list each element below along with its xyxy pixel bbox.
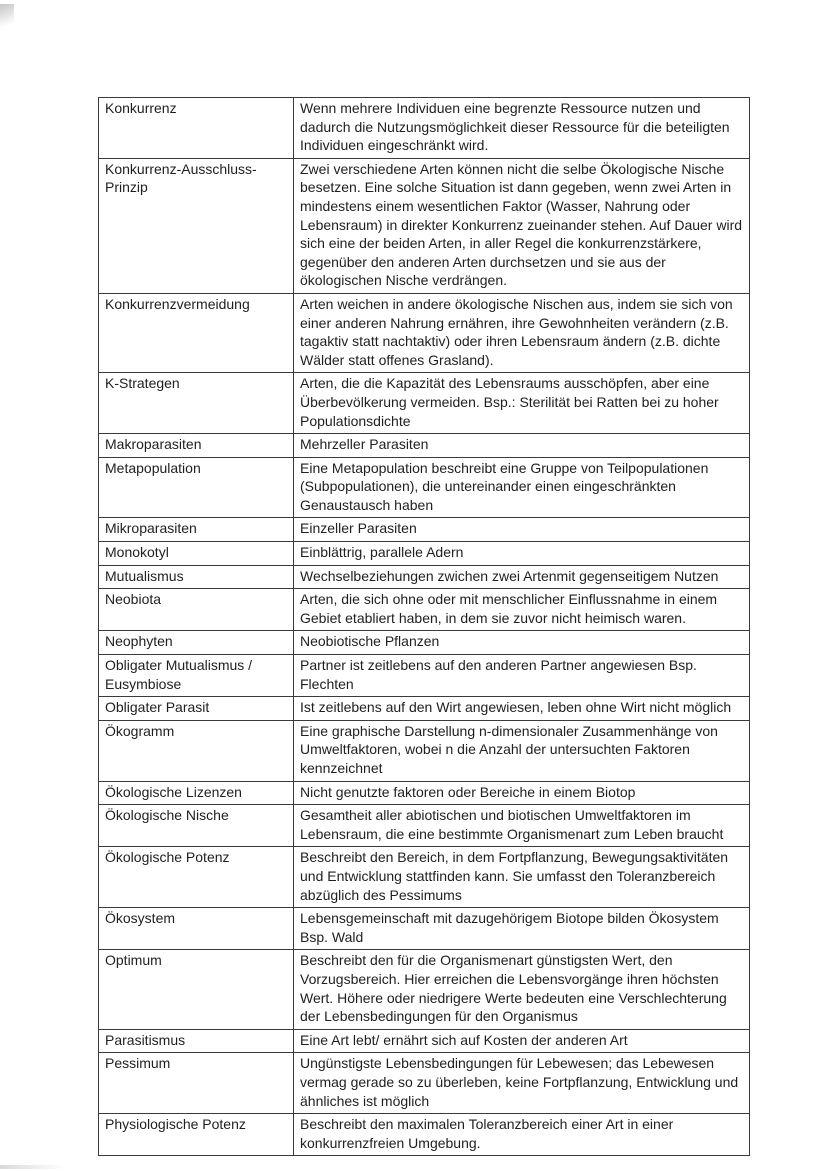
term-cell: Konkurrenz bbox=[99, 98, 294, 159]
term-cell: Mikroparasiten bbox=[99, 518, 294, 542]
table-row bbox=[99, 781, 750, 805]
term-cell: Pessimum bbox=[99, 1053, 294, 1114]
scan-artifact-top-left bbox=[0, 4, 14, 34]
definition-cell: Lebensgemeinschaft mit dazugehörigem Biotope bilden Ökosystem Bsp. Wald bbox=[294, 908, 750, 950]
table-row bbox=[99, 542, 750, 566]
definition-cell: Eine Art lebt/ ernährt sich auf Kosten der anderen Art bbox=[294, 1029, 750, 1053]
term-cell: Ökologische Lizenzen bbox=[99, 781, 294, 805]
table-row bbox=[99, 720, 750, 781]
definition-cell: Arten weichen in andere ökologische Nischen aus, indem sie sich von einer anderen Nahrung ernähren, ihre Gewohnheiten verändern (z.B. tagaktiv statt nachtaktiv) oder ihren Lebensraum ändern (z.B. dichte Wälder statt offenes Grasland). bbox=[294, 293, 750, 372]
definition-cell: Arten, die die Kapazität des Lebensraums ausschöpfen, aber eine Überbevölkerung vermeiden. Bsp.: Sterilität bei Ratten bei zu hoher Populationsdichte bbox=[294, 373, 750, 434]
table-row bbox=[99, 1114, 750, 1156]
table-row bbox=[99, 847, 750, 908]
term-cell: Neobiota bbox=[99, 589, 294, 631]
definition-cell: Ist zeitlebens auf den Wirt angewiesen, leben ohne Wirt nicht möglich bbox=[294, 697, 750, 721]
definition-cell: Arten, die sich ohne oder mit menschlicher Einflussnahme in einem Gebiet etabliert haben, in dem sie zuvor nicht heimisch waren. bbox=[294, 589, 750, 631]
table-row bbox=[99, 98, 750, 159]
definition-cell: Neobiotische Pflanzen bbox=[294, 631, 750, 655]
table-row bbox=[99, 655, 750, 697]
table-row bbox=[99, 631, 750, 655]
definition-cell: Nicht genutzte faktoren oder Bereiche in einem Biotop bbox=[294, 781, 750, 805]
table-row bbox=[99, 373, 750, 434]
term-cell: Obligater Mutualismus / Eusymbiose bbox=[99, 655, 294, 697]
definition-cell: Zwei verschiedene Arten können nicht die selbe Ökologische Nische besetzen. Eine solche Situation ist dann gegeben, wenn zwei Arten in mindestens einem wesentlichen Faktor (Wasser, Nahrung oder Lebensraum) in direkter Konkurrenz zueinander stehen. Auf Dauer wird sich eine der beiden Arten, in aller Regel die konkurrenzstärkere, gegenüber den anderen Arten durchsetzen und sie aus der ökologischen Nische verdrängen. bbox=[294, 158, 750, 293]
definition-cell: Einblättrig, parallele Adern bbox=[294, 542, 750, 566]
term-cell: Ökologische Nische bbox=[99, 805, 294, 847]
definition-cell: Beschreibt den maximalen Toleranzbereich einer Art in einer konkurrenzfreien Umgebung. bbox=[294, 1114, 750, 1156]
definition-cell: Ungünstigste Lebensbedingungen für Lebewesen; das Lebewesen vermag gerade so zu überleben, keine Fortpflanzung, Entwicklung und ähnliches ist möglich bbox=[294, 1053, 750, 1114]
definition-cell: Gesamtheit aller abiotischen und biotischen Umweltfaktoren im Lebensraum, die eine bestimmte Organismenart zum Leben braucht bbox=[294, 805, 750, 847]
table-row bbox=[99, 158, 750, 293]
glossary-table bbox=[98, 97, 750, 1156]
table-row bbox=[99, 293, 750, 372]
definition-cell: Wechselbeziehungen zwichen zwei Artenmit gegenseitigem Nutzen bbox=[294, 565, 750, 589]
definition-cell: Eine Metapopulation beschreibt eine Gruppe von Teilpopulationen (Subpopulationen), die untereinander einen eingeschränkten Genaustausch haben bbox=[294, 457, 750, 518]
term-cell: Parasitismus bbox=[99, 1029, 294, 1053]
term-cell: Mutualismus bbox=[99, 565, 294, 589]
term-cell: Ökosystem bbox=[99, 908, 294, 950]
term-cell: Monokotyl bbox=[99, 542, 294, 566]
term-cell: Obligater Parasit bbox=[99, 697, 294, 721]
definition-cell: Beschreibt den Bereich, in dem Fortpflanzung, Bewegungsaktivitäten und Entwicklung stattfinden kann. Sie umfasst den Toleranzbereich abzüglich des Pessimums bbox=[294, 847, 750, 908]
definition-cell: Eine graphische Darstellung n-dimensionaler Zusammenhänge von Umweltfaktoren, wobei n die Anzahl der untersuchten Faktoren kennzeichnet bbox=[294, 720, 750, 781]
term-cell: Konkurrenz-Ausschluss-Prinzip bbox=[99, 158, 294, 293]
term-cell: Optimum bbox=[99, 950, 294, 1029]
table-row bbox=[99, 589, 750, 631]
term-cell: Ökologische Potenz bbox=[99, 847, 294, 908]
term-cell: Ökogramm bbox=[99, 720, 294, 781]
term-cell: Konkurrenzvermeidung bbox=[99, 293, 294, 372]
table-row bbox=[99, 908, 750, 950]
table-row bbox=[99, 565, 750, 589]
term-cell: Neophyten bbox=[99, 631, 294, 655]
term-cell: Metapopulation bbox=[99, 457, 294, 518]
definition-cell: Wenn mehrere Individuen eine begrenzte Ressource nutzen und dadurch die Nutzungsmöglichkeit dieser Ressource für die beteiligten Individuen eingeschränkt wird. bbox=[294, 98, 750, 159]
table-row bbox=[99, 950, 750, 1029]
definition-cell: Partner ist zeitlebens auf den anderen Partner angewiesen Bsp. Flechten bbox=[294, 655, 750, 697]
table-row bbox=[99, 1029, 750, 1053]
table-row bbox=[99, 805, 750, 847]
definition-cell: Beschreibt den für die Organismenart günstigsten Wert, den Vorzugsbereich. Hier erreichen die Lebensvorgänge ihren höchsten Wert. Höhere oder niedrigere Werte bedeuten eine Verschlechterung der Lebensbedingungen für den Organismus bbox=[294, 950, 750, 1029]
glossary-table-body bbox=[99, 98, 750, 1156]
table-row bbox=[99, 697, 750, 721]
scan-artifact-bottom-left bbox=[0, 1165, 64, 1169]
table-row bbox=[99, 457, 750, 518]
table-row bbox=[99, 1053, 750, 1114]
term-cell: Physiologische Potenz bbox=[99, 1114, 294, 1156]
term-cell: Makroparasiten bbox=[99, 434, 294, 458]
table-row bbox=[99, 518, 750, 542]
term-cell: K-Strategen bbox=[99, 373, 294, 434]
definition-cell: Einzeller Parasiten bbox=[294, 518, 750, 542]
definition-cell: Mehrzeller Parasiten bbox=[294, 434, 750, 458]
table-row bbox=[99, 434, 750, 458]
